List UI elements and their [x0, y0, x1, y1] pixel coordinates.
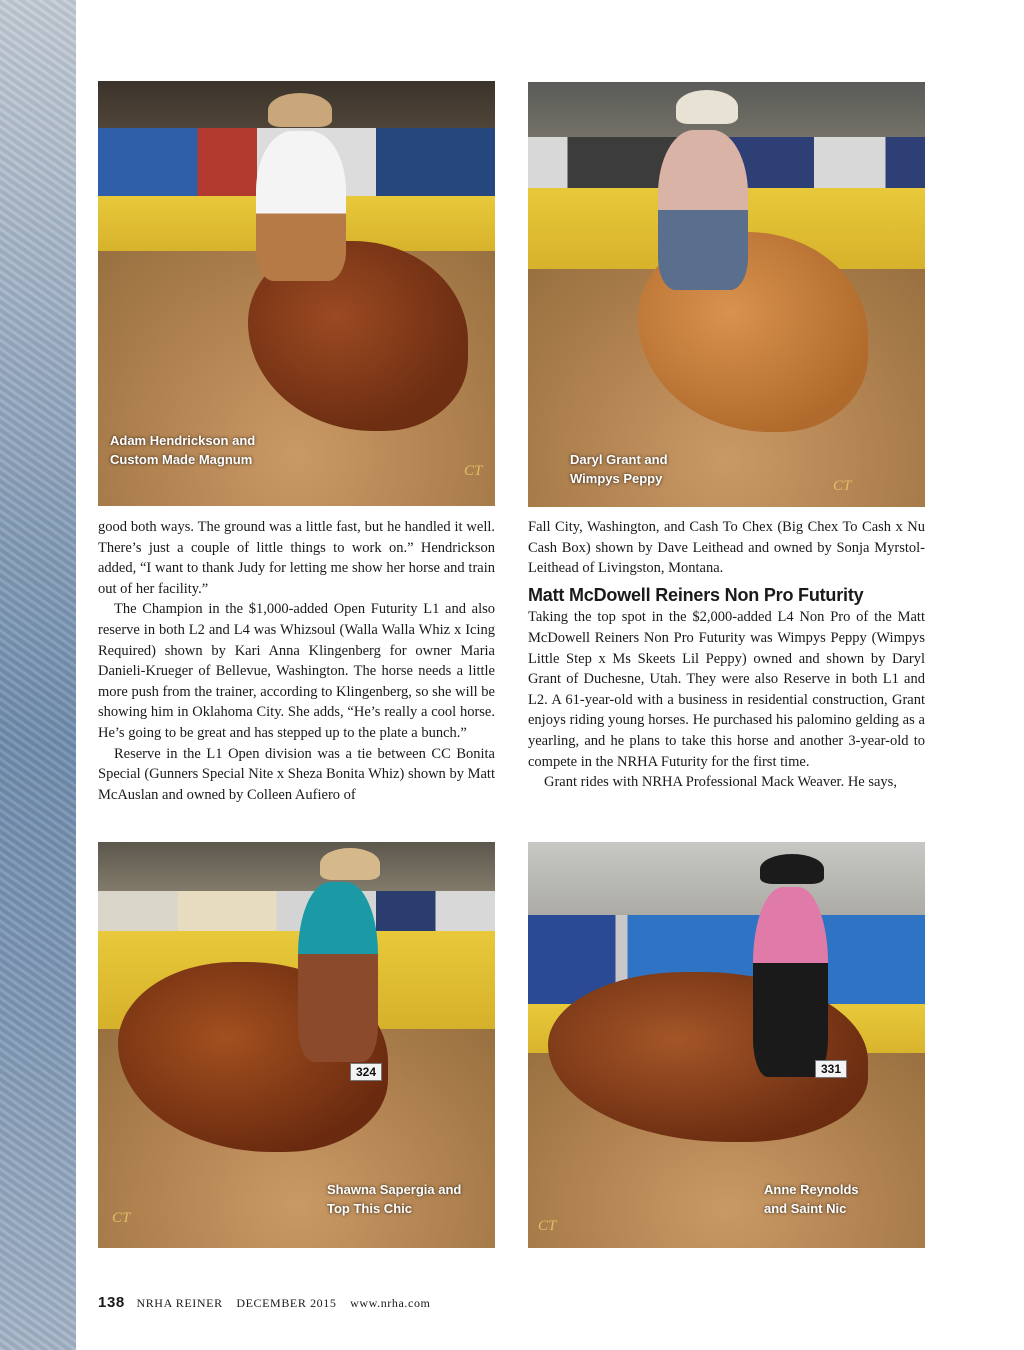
- page-number: 138: [98, 1294, 125, 1311]
- issue-date: DECEMBER 2015: [236, 1296, 337, 1310]
- page-footer: [98, 1294, 440, 1311]
- photo-hendrickson: [98, 81, 495, 506]
- paragraph: Fall City, Washington, and Cash To Chex (Big Chex To Cash x Nu Cash Box) shown by Dave Leithead and owned by Sonja Myrstol-Leithead of Livingston, Montana.: [528, 519, 925, 577]
- photo-caption: [110, 431, 255, 469]
- saddle-number: 331: [815, 1060, 847, 1078]
- right-text-column: [528, 517, 925, 793]
- photo-grant: [528, 82, 925, 507]
- photographer-logo: CT: [112, 1210, 131, 1226]
- decorative-side-strip: [0, 0, 76, 1350]
- caption-line: Wimpys Peppy: [570, 471, 663, 486]
- caption-line: Daryl Grant and: [570, 452, 668, 467]
- photographer-logo: CT: [538, 1218, 557, 1234]
- caption-line: Anne Reynolds: [764, 1182, 859, 1197]
- photo-reynolds: [528, 842, 925, 1248]
- saddle-number: 324: [350, 1063, 382, 1081]
- photographer-logo: CT: [833, 478, 852, 494]
- paragraph: Grant rides with NRHA Professional Mack Weaver. He says,: [544, 774, 897, 791]
- caption-line: Shawna Sapergia and: [327, 1182, 462, 1197]
- photographer-logo: CT: [464, 463, 483, 479]
- paragraph: Reserve in the L1 Open division was a tie between CC Bonita Special (Gunners Special Nite x Sheza Bonita Whiz) shown by Matt McAuslan and owned by Colleen Aufiero of: [98, 745, 495, 803]
- photo-caption: [570, 450, 668, 488]
- paragraph: The Champion in the $1,000-added Open Futurity L1 and also reserve in both L2 and L4 was Whizsoul (Walla Walla Whiz x Icing Required) shown by Kari Anna Klingenberg for owner Maria Danieli-Krueger of Bellevue, Washington. The horse needs a little more push from the trainer, according to Klingenberg, so she will be showing him in Oklahoma City. She adds, “He’s really a cool horse. He’s going to be great and has stepped up to the plate a bunch.”: [98, 601, 495, 741]
- caption-line: Custom Made Magnum: [110, 452, 253, 467]
- website-link[interactable]: www.nrha.com: [350, 1296, 431, 1310]
- photo-caption: [327, 1180, 461, 1218]
- section-heading: Matt McDowell Reiners Non Pro Futurity: [528, 584, 864, 605]
- left-text-column: [98, 517, 495, 805]
- photo-sapergia: [98, 842, 495, 1248]
- paragraph: Taking the top spot in the $2,000-added L4 Non Pro of the Matt McDowell Reiners Non Pro Futurity was Wimpys Peppy (Wimpys Little Step x Ms Skeets Lil Peppy) owned and shown by Daryl Grant of Duchesne, Utah. They were also Reserve in both L1 and L2. A 61-year-old with a business in residential construction, Grant enjoys riding young horses. He purchased his palomino gelding as a yearling, and he plans to take this horse and another 3-year-old to compete in the NRHA Futurity for the first time.: [528, 609, 925, 770]
- publication-name: NRHA REINER: [136, 1296, 223, 1310]
- caption-line: Adam Hendrickson and: [110, 433, 256, 448]
- paragraph: good both ways. The ground was a little fast, but he handled it well. There’s just a couple of little things to work on.” Hendrickson added, “I want to thank Judy for letting me show her horse and train out of her facility.”: [98, 519, 495, 597]
- caption-line: and Saint Nic: [764, 1201, 847, 1216]
- photo-caption: [764, 1180, 859, 1218]
- caption-line: Top This Chic: [327, 1201, 412, 1216]
